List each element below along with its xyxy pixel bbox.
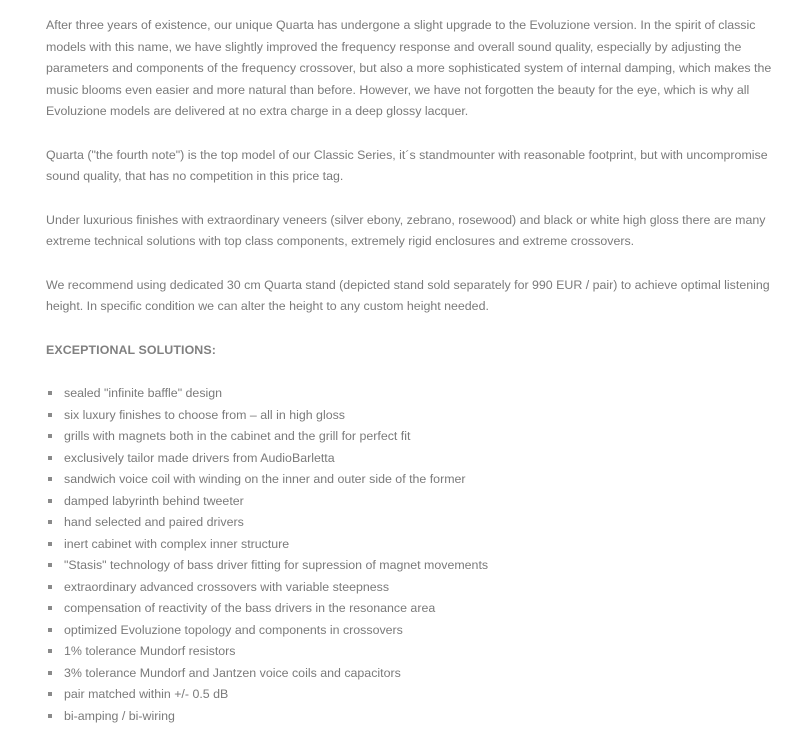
intro-paragraph: After three years of existence, our unique Quarta has undergone a slight upgrade to the Evoluzione version. In the spirit of classic models with this name, we have slightly improved the frequency response and overall sound quality, especially by adjusting the parameters and components of the frequency crossover, but also a more sophisticated system of internal damping, which makes the music blooms even easier and more natural than before. However, we have not forgotten the beauty for the eye, which is why all Evoluzione models are delivered at no extra charge in a deep glossy lacquer. (46, 18, 772, 118)
solutions-heading: EXCEPTIONAL SOLUTIONS: (46, 342, 216, 357)
square-bullet-icon (48, 649, 52, 653)
list-item (46, 383, 776, 405)
square-bullet-icon (48, 585, 52, 589)
list-item (46, 620, 776, 642)
square-bullet-icon (48, 477, 52, 481)
square-bullet-icon (48, 692, 52, 696)
list-item-text: six luxury finishes to choose from – all in high gloss (64, 407, 345, 422)
list-item (46, 512, 776, 534)
list-item-text: "Stasis" technology of bass driver fitting for supression of magnet movements (64, 558, 489, 572)
square-bullet-icon (48, 563, 52, 567)
list-item (46, 534, 776, 556)
list-item (46, 469, 776, 491)
list-item-text: sandwich voice coil with winding on the inner and outer side of the former (64, 472, 466, 486)
list-item (46, 684, 776, 706)
list-item (46, 706, 776, 728)
list-item-text: compensation of reactivity of the bass drivers in the resonance area (64, 601, 436, 615)
list-item-text: 3% tolerance Mundorf and Jantzen voice coils and capacitors (64, 665, 401, 680)
list-item-text: hand selected and paired drivers (64, 515, 244, 529)
list-item (46, 598, 776, 620)
square-bullet-icon (48, 456, 52, 460)
square-bullet-icon (48, 520, 52, 524)
list-item (46, 405, 776, 427)
list-item-text: inert cabinet with complex inner structure (64, 536, 290, 551)
list-item-text: pair matched within +/- 0.5 dB (64, 687, 229, 701)
stand-paragraph: We recommend using dedicated 30 cm Quarta stand (depicted stand sold separately for 990 EUR / pair) to achieve optimal listening height. In specific condition we can alter the height to any custom height needed. (46, 277, 770, 313)
square-bullet-icon (48, 434, 52, 438)
square-bullet-icon (48, 413, 52, 417)
list-item-text: 1% tolerance Mundorf resistors (64, 644, 236, 658)
list-item (46, 641, 776, 663)
square-bullet-icon (48, 628, 52, 632)
list-item (46, 663, 776, 685)
list-item (46, 577, 776, 599)
list-item-text: grills with magnets both in the cabinet and the grill for perfect fit (64, 429, 411, 443)
list-item-text: damped labyrinth behind tweeter (64, 493, 244, 508)
square-bullet-icon (48, 499, 52, 503)
list-item-text: extraordinary advanced crossovers with variable steepness (64, 579, 390, 594)
square-bullet-icon (48, 714, 52, 718)
list-item-text: exclusively tailor made drivers from AudioBarletta (64, 450, 335, 465)
product-description (46, 15, 776, 727)
square-bullet-icon (48, 542, 52, 546)
list-item (46, 491, 776, 513)
list-item (46, 426, 776, 448)
list-item (46, 448, 776, 470)
solutions-list (46, 383, 776, 727)
list-item-text: optimized Evoluzione topology and components in crossovers (64, 622, 403, 637)
list-item (46, 555, 776, 577)
quarta-paragraph: Quarta ("the fourth note") is the top model of our Classic Series, it´s standmounter with reasonable footprint, but with uncompromise sound quality, that has no competition in this price tag. (46, 147, 768, 183)
list-item-text: bi-amping / bi-wiring (64, 708, 175, 723)
square-bullet-icon (48, 671, 52, 675)
square-bullet-icon (48, 606, 52, 610)
list-item-text: sealed "infinite baffle" design (64, 386, 223, 400)
square-bullet-icon (48, 391, 52, 395)
finishes-paragraph: Under luxurious finishes with extraordinary veneers (silver ebony, zebrano, rosewood) and black or white high gloss there are many extreme technical solutions with top class components, extremely rigid enclosures and extreme crossovers. (46, 212, 766, 248)
